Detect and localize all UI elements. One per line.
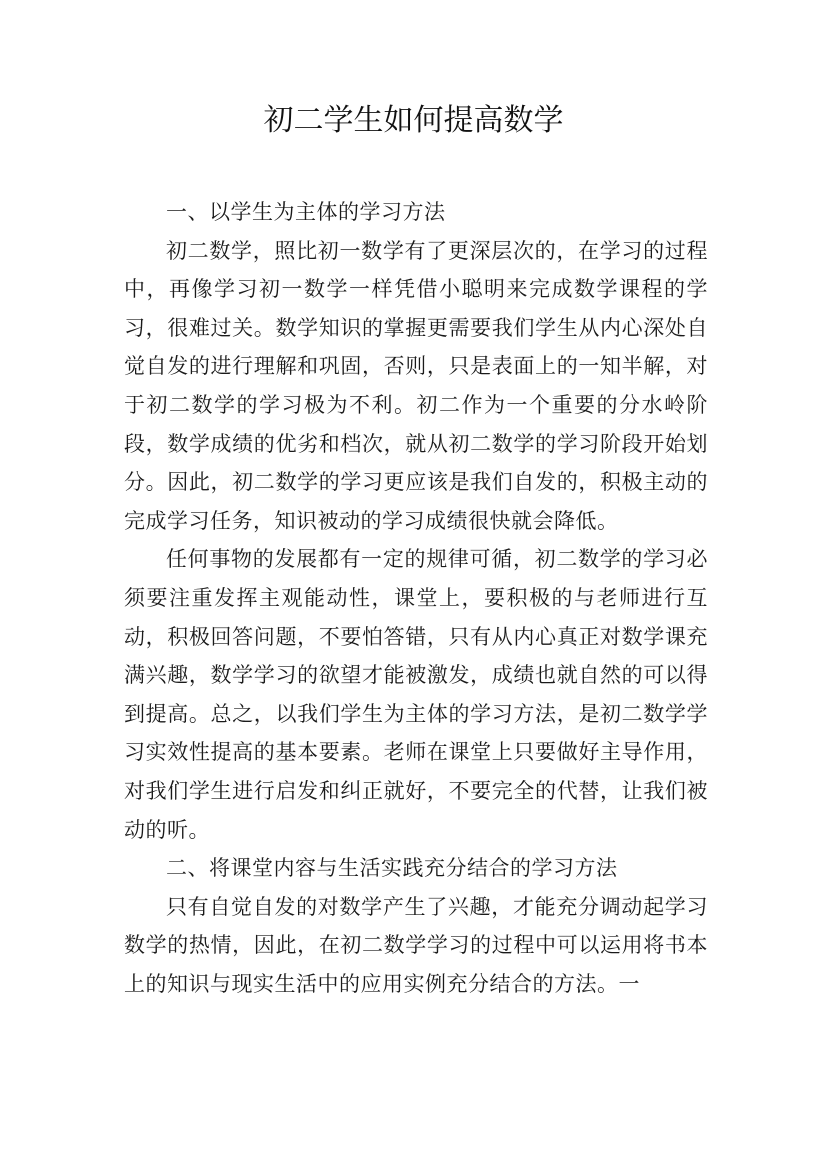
paragraph-1: 初二数学，照比初一数学有了更深层次的，在学习的过程中，再像学习初一数学一样凭借小聪明来完成数学课程的学习，很难过关。数学知识的掌握更需要我们学生从内心深处自觉自发的进行理解和巩固，否则，只是表面上的一知半解，对于初二数学的学习极为不利。初二作为一个重要的分水岭阶段，数学成绩的优劣和档次，就从初二数学的学习阶段开始划分。因此，初二数学的学习更应该是我们自发的，积极主动的完成学习任务，知识被动的学习成绩很快就会降低。 [124,238,708,533]
section-heading-1: 一、以学生为主体的学习方法 [166,200,446,224]
section-heading-2: 二、将课堂内容与生活实践充分结合的学习方法 [166,856,618,881]
paragraph-3: 只有自觉自发的对数学产生了兴趣，才能充分调动起学习数学的热情，因此，在初二数学学习的过程中可以运用将书本上的知识与现实生活中的应用实例充分结合的方法。一 [124,894,708,996]
document-body [124,193,708,1003]
document-title: 初二学生如何提高数学 [263,103,564,138]
paragraph-2: 任何事物的发展都有一定的规律可循，初二数学的学习必须要注重发挥主观能动性，课堂上，要积极的与老师进行互动，积极回答问题，不要怕答错，只有从内心真正对数学课充满兴趣，数学学习的欲望才能被激发，成绩也就自然的可以得到提高。总之，以我们学生为主体的学习方法，是初二数学学习实效性提高的基本要素。老师在课堂上只要做好主导作用，对我们学生进行启发和纠正就好，不要完全的代替，让我们被动的听。 [124,547,708,842]
